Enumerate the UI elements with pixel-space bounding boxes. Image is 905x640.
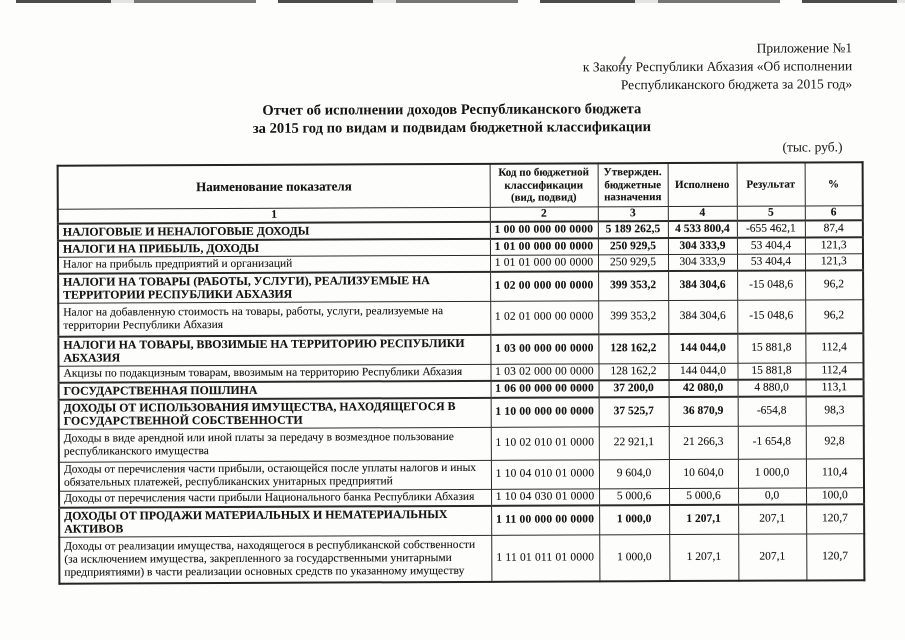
row-percent-cell: 110,4: [806, 458, 864, 487]
row-approved-cell: 37 525,7: [599, 397, 669, 427]
col-number: 1: [58, 207, 490, 223]
row-code-cell: 1 10 02 010 01 0000: [491, 426, 599, 459]
row-result-cell: 0,0: [738, 487, 806, 504]
row-percent-cell: 92,8: [806, 425, 864, 458]
row-result-cell: 4 880,0: [738, 379, 806, 396]
row-percent-cell: 87,4: [805, 220, 863, 237]
row-executed-cell: 304 333,9: [668, 237, 737, 254]
row-percent-cell: 112,4: [805, 333, 863, 363]
row-percent-cell: 121,3: [805, 237, 863, 254]
row-name-cell: НАЛОГИ НА ТОВАРЫ, ВВОЗИМЫЕ НА ТЕРРИТОРИЮ РЕСПУБЛИКИ АБХАЗИЯ: [58, 334, 490, 365]
col-number: 4: [668, 206, 737, 221]
row-executed-cell: 1 207,1: [669, 534, 738, 581]
budget-report-table: [57, 161, 866, 584]
table-row: [59, 425, 864, 462]
row-code-cell: 1 10 04 030 01 0000: [491, 488, 599, 505]
col-header-percent: %: [805, 162, 863, 205]
row-result-cell: -15 048,6: [737, 299, 805, 333]
row-executed-cell: 144 044,0: [668, 333, 737, 363]
row-name-cell: Доходы в виде арендной или иной платы за передачу в возмездное пользование республиканского имущества: [59, 427, 491, 462]
row-result-cell: 207,1: [738, 504, 806, 534]
row-executed-cell: 1 207,1: [669, 504, 738, 534]
row-name-cell: Налог на прибыль предприятий и организаций: [58, 255, 490, 273]
row-code-cell: 1 01 00 000 00 0000: [490, 238, 598, 255]
row-result-cell: -655 462,1: [737, 220, 805, 237]
title-line: за 2015 год по видам и подвидам бюджетной классификации: [252, 118, 652, 137]
row-approved-cell: 399 353,2: [598, 300, 668, 334]
row-result-cell: 15 881,8: [737, 333, 805, 363]
row-code-cell: 1 02 01 000 00 0000: [490, 300, 598, 334]
row-executed-cell: 384 304,6: [668, 300, 737, 334]
title-line: Отчет об исполнении доходов Республиканского бюджета: [262, 101, 642, 119]
row-code-cell: 1 11 01 011 01 0000: [491, 534, 599, 581]
row-percent-cell: 113,1: [806, 379, 864, 396]
row-code-cell: 1 10 00 000 00 0000: [491, 397, 599, 427]
row-name-cell: ДОХОДЫ ОТ ПРОДАЖИ МАТЕРИАЛЬНЫХ И НЕМАТЕРИАЛЬНЫХ АКТИВОВ: [59, 505, 491, 536]
row-name-cell: Налог на добавленную стоимость на товары, работы, услуги, реализуемые на территории Республики Абхазия: [58, 301, 490, 336]
table-row: [59, 533, 864, 583]
row-name-cell: Доходы от перечисления части прибыли, остающейся после уплаты налогов и иных обязательных платежей, республиканских унитарных предприятий: [59, 460, 491, 491]
col-number: 3: [598, 206, 668, 221]
row-approved-cell: 1 000,0: [599, 534, 669, 581]
col-header-approved: Утвержден. бюджетные назначения: [598, 163, 668, 206]
row-code-cell: 1 11 00 000 00 0000: [491, 505, 599, 535]
row-percent-cell: 120,7: [806, 533, 864, 580]
row-percent-cell: 121,3: [805, 253, 863, 270]
row-executed-cell: 21 266,3: [669, 426, 738, 459]
table-row: [59, 504, 864, 537]
col-number: 5: [737, 205, 805, 220]
table-row: [58, 299, 863, 336]
row-approved-cell: 128 162,2: [598, 334, 668, 364]
row-result-cell: 53 404,4: [737, 253, 805, 270]
row-result-cell: -1 654,8: [738, 425, 806, 458]
row-approved-cell: 250 929,5: [598, 254, 668, 271]
appendix-line: к Закону Республики Абхазия «Об исполнении: [582, 58, 853, 75]
row-code-cell: 1 03 00 000 00 0000: [490, 334, 598, 364]
row-percent-cell: 96,2: [805, 270, 863, 300]
appendix-line: Республиканского бюджета за 2015 год»: [620, 76, 853, 93]
row-executed-cell: 144 044,0: [668, 363, 737, 380]
page-title: [0, 100, 904, 139]
row-code-cell: 1 10 04 010 01 0000: [491, 459, 599, 488]
row-name-cell: Доходы от реализации имущества, находящегося в республиканской собственности (за исключением имущества, закрепленного за государственными унитарными предприятиями) в части реализации основных средств по указанному имуществу: [59, 535, 491, 583]
col-header-result: Результат: [737, 162, 805, 205]
row-result-cell: -15 048,6: [737, 270, 805, 300]
row-approved-cell: 1 000,0: [599, 505, 669, 535]
row-approved-cell: 250 929,5: [598, 238, 668, 255]
row-code-cell: 1 00 00 000 00 0000: [490, 221, 598, 238]
row-name-cell: НАЛОГИ НА ТОВАРЫ (РАБОТЫ, УСЛУГИ), РЕАЛИЗУЕМЫЕ НА ТЕРРИТОРИИ РЕСПУБЛИКИ АБХАЗИЯ: [58, 271, 490, 302]
row-approved-cell: 22 921,1: [599, 426, 669, 459]
appendix-block: [583, 39, 853, 94]
row-percent-cell: 120,7: [806, 504, 864, 534]
appendix-line: Приложение №1: [756, 40, 853, 56]
row-executed-cell: 5 000,6: [669, 488, 738, 505]
row-executed-cell: 36 870,9: [669, 396, 738, 426]
table-row: [59, 396, 864, 429]
row-code-cell: 1 01 01 000 00 0000: [490, 254, 598, 271]
table-row: [58, 333, 863, 366]
row-result-cell: 1 000,0: [738, 458, 806, 487]
col-header-code: Код по бюджетной классификации (вид, подвид): [490, 163, 598, 206]
row-name-cell: НАЛОГОВЫЕ И НЕНАЛОГОВЫЕ ДОХОДЫ: [58, 221, 490, 240]
row-result-cell: 207,1: [738, 533, 806, 580]
row-approved-cell: 37 200,0: [599, 380, 669, 397]
row-result-cell: 53 404,4: [737, 237, 805, 254]
header-row: [58, 162, 863, 209]
row-name-cell: Акцизы по подакцизным товарам, ввозимым на территорию Республики Абхазия: [58, 364, 490, 382]
row-approved-cell: 5 189 262,5: [598, 221, 668, 238]
row-executed-cell: 384 304,6: [668, 270, 737, 300]
row-percent-cell: 100,0: [806, 487, 864, 504]
row-approved-cell: 128 162,2: [598, 363, 668, 380]
table-row: [58, 270, 863, 303]
table-row: [59, 458, 864, 491]
row-executed-cell: 10 604,0: [669, 459, 738, 488]
col-number: 6: [805, 205, 863, 220]
col-header-name: Наименование показателя: [58, 164, 490, 209]
row-name-cell: Доходы от перечисления части прибыли Национального банка Республики Абхазия: [59, 489, 491, 507]
table-body: [58, 220, 865, 584]
row-executed-cell: 4 533 800,4: [668, 220, 737, 237]
row-approved-cell: 399 353,2: [598, 271, 668, 301]
table-header: [58, 162, 863, 223]
row-percent-cell: 112,4: [805, 362, 863, 379]
row-name-cell: ГОСУДАРСТВЕННАЯ ПОШЛИНА: [59, 380, 491, 399]
row-name-cell: НАЛОГИ НА ПРИБЫЛЬ, ДОХОДЫ: [58, 238, 490, 256]
row-executed-cell: 42 080,0: [669, 379, 738, 396]
row-percent-cell: 96,2: [805, 299, 863, 333]
row-executed-cell: 304 333,9: [668, 254, 737, 271]
row-result-cell: 15 881,8: [737, 362, 805, 379]
col-number: 2: [490, 206, 598, 221]
row-approved-cell: 9 604,0: [599, 459, 669, 488]
row-code-cell: 1 06 00 000 00 0000: [491, 380, 599, 397]
col-header-executed: Исполнено: [668, 163, 737, 206]
row-result-cell: -654,8: [738, 396, 806, 426]
row-code-cell: 1 03 02 000 00 0000: [490, 363, 598, 380]
row-code-cell: 1 02 00 000 00 0000: [490, 271, 598, 301]
units-label: (тыс. руб.): [782, 139, 843, 155]
row-percent-cell: 98,3: [806, 396, 864, 426]
row-approved-cell: 5 000,6: [599, 488, 669, 505]
row-name-cell: ДОХОДЫ ОТ ИСПОЛЬЗОВАНИЯ ИМУЩЕСТВА, НАХОДЯЩЕГОСЯ В ГОСУДАРСТВЕННОЙ СОБСТВЕННОСТИ: [59, 397, 491, 428]
